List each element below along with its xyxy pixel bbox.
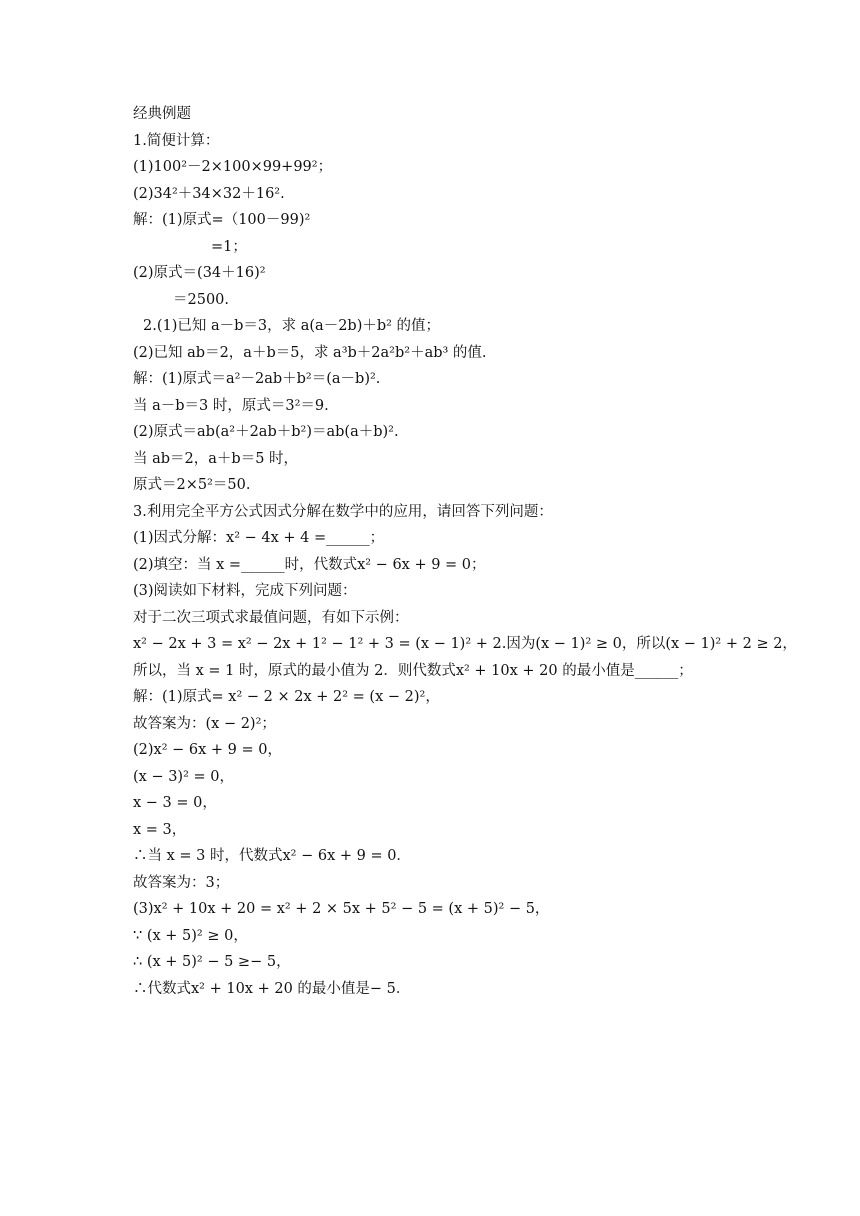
solution-3-line-5: x − 3 = 0， bbox=[133, 795, 217, 811]
problem-2-part-2: (2)已知 ab＝2，a＋b＝5，求 a³b＋2a²b²＋ab³ 的值. bbox=[133, 344, 487, 361]
problem-2-part-1: 2.(1)已知 a－b＝3，求 a(a－2b)＋b² 的值； bbox=[143, 318, 441, 334]
solution-3-line-12: ∴代数式x² + 10x + 20 的最小值是− 5． bbox=[133, 980, 411, 997]
solution-3-line-7: ∴当 x = 3 时，代数式x² − 6x + 9 = 0． bbox=[133, 848, 411, 864]
solution-2-line-1: 解：(1)原式＝a²－2ab＋b²＝(a－b)². bbox=[133, 371, 381, 387]
problem-3-material-3: 所以，当 x = 1 时，原式的最小值为 2．则代数式x² + 10x + 20 的最小值是______； bbox=[133, 662, 693, 679]
solution-2-line-2: 当 a－b＝3 时，原式＝3²＝9. bbox=[133, 397, 329, 414]
solution-3-line-8: 故答案为：3； bbox=[133, 874, 230, 891]
solution-3-line-10: ∵ (x + 5)² ≥ 0， bbox=[133, 927, 248, 944]
problem-1-part-1: (1)100²－2×100×99+99²； bbox=[133, 159, 333, 175]
solution-1-line-1: 解：(1)原式=（100－99)² bbox=[133, 212, 311, 228]
solution-3-line-1: 解：(1)原式= x² − 2 × 2x + 2² = (x − 2)²， bbox=[133, 689, 440, 705]
solution-2-line-4: 当 ab＝2，a＋b＝5 时， bbox=[133, 450, 299, 467]
solution-3-line-11: ∴ (x + 5)² − 5 ≥− 5， bbox=[133, 954, 291, 970]
problem-3-part-2: (2)填空：当 x =______时，代数式x² − 6x + 9 = 0； bbox=[133, 556, 486, 573]
solution-2-line-3: (2)原式＝ab(a²＋2ab＋b²)＝ab(a＋b)². bbox=[133, 424, 399, 440]
solution-2-line-5: 原式＝2×5²＝50. bbox=[133, 477, 251, 493]
section-heading: 经典例题 bbox=[133, 106, 191, 122]
solution-3-line-9: (3)x² + 10x + 20 = x² + 2 × 5x + 5² − 5 = (x + 5)² − 5， bbox=[133, 901, 550, 917]
solution-3-line-6: x = 3， bbox=[133, 821, 187, 838]
problem-3-part-1: (1)因式分解：x² − 4x + 4 =______； bbox=[133, 530, 385, 546]
document-body bbox=[133, 101, 797, 1002]
solution-1-line-3: (2)原式＝(34＋16)² bbox=[133, 265, 266, 281]
solution-1-line-2: =1； bbox=[211, 238, 247, 255]
problem-3-part-3: (3)阅读如下材料，完成下列问题： bbox=[133, 583, 357, 599]
problem-3-material-2: x² − 2x + 3 = x² − 2x + 1² − 1² + 3 = (x − 1)² + 2.因为(x − 1)² ≥ 0，所以(x − 1)² + 2 ≥ 2， bbox=[133, 636, 797, 652]
problem-3-title: 3.利用完全平方公式因式分解在数学中的应用，请回答下列问题： bbox=[133, 503, 553, 520]
problem-1-title: 1.简便计算： bbox=[133, 132, 220, 149]
problem-1-part-2: (2)34²＋34×32＋16². bbox=[133, 185, 285, 202]
solution-3-line-4: (x − 3)² = 0， bbox=[133, 768, 234, 785]
solution-1-line-4: ＝2500. bbox=[173, 291, 230, 308]
solution-3-line-3: (2)x² − 6x + 9 = 0， bbox=[133, 742, 282, 758]
solution-3-line-2: 故答案为：(x − 2)²； bbox=[133, 715, 276, 732]
problem-3-material-1: 对于二次三项式求最值问题，有如下示例： bbox=[133, 609, 409, 626]
